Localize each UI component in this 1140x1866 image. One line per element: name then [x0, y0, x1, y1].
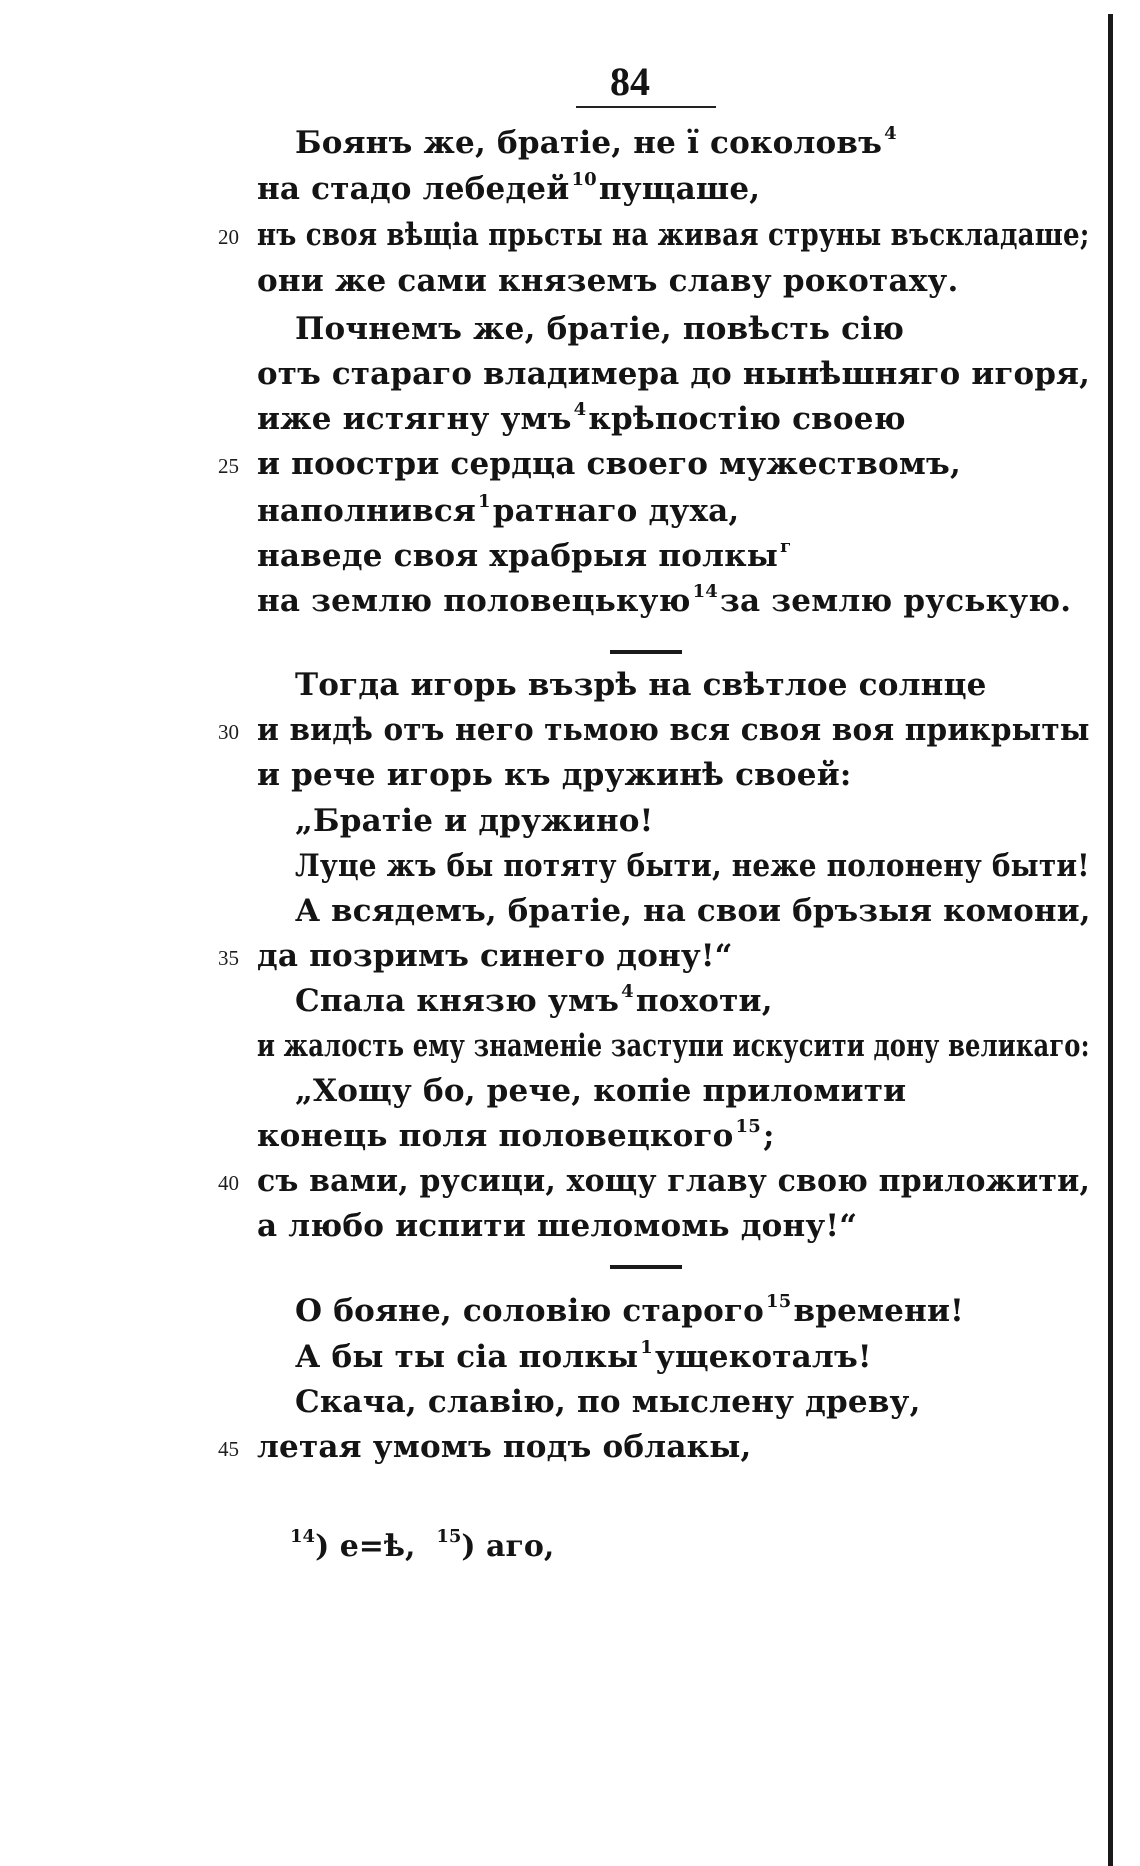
verse-text-before: летая умомъ подъ облакы, — [257, 1429, 752, 1465]
note-ref: 4 — [621, 981, 634, 1002]
verse-line — [295, 309, 904, 349]
line-number: 25 — [218, 454, 239, 478]
verse-text-before: Боянъ же, братіе, не ї соколовъ — [295, 125, 883, 161]
verse-line — [257, 581, 1071, 621]
verse-text-after: времени! — [793, 1293, 964, 1329]
verse-text-before: съ вами, русици, хощу главу свою приложити, — [257, 1163, 1091, 1199]
verse-text-after: ущекоталъ! — [655, 1339, 872, 1375]
verse-text-before: а любо испити шеломомь дону!“ — [257, 1208, 858, 1244]
verse-line — [257, 261, 958, 301]
verse-text-before: конець поля половецкого — [257, 1118, 734, 1154]
note-ref: 15 — [735, 1116, 761, 1137]
note-ref: 4 — [573, 399, 587, 420]
note-ref: 1 — [640, 1337, 654, 1358]
section-separator — [610, 1265, 682, 1269]
verse-text-after: пущаше, — [598, 171, 761, 207]
verse-line — [257, 1206, 857, 1246]
verse-text-before: „Братіе и дружино! — [295, 803, 654, 839]
verse-text-before: на землю половецькую — [257, 583, 691, 619]
verse-line — [295, 891, 1091, 931]
verse-line — [257, 1116, 775, 1156]
verse-text-before: да позримъ синего дону!“ — [257, 938, 733, 974]
verse-text-before: иже истягну умъ — [257, 401, 572, 437]
verse-text-before: на стадо лебедей — [257, 171, 570, 207]
verse-text-before: А всядемъ, братіе, на свои бръзыя комони, — [295, 893, 1091, 929]
verse-line — [295, 846, 1090, 886]
verse-text-after: крѣпостію своею — [588, 401, 906, 437]
verse-line — [295, 665, 987, 705]
verse-text-before: и рече игорь къ дружинѣ своей: — [257, 757, 852, 793]
verse-line — [257, 399, 906, 439]
line-number: 40 — [218, 1171, 239, 1195]
verse-line — [257, 755, 852, 795]
note-ref: 15 — [766, 1291, 792, 1312]
verse-text-before: они же сами княземъ славу рокотаху. — [257, 263, 959, 299]
verse-line — [257, 1427, 751, 1467]
verse-text-before: А бы ты сіа полкы — [295, 1339, 639, 1375]
verse-text-before: „Хощу бо, рече, копіе приломити — [295, 1073, 907, 1109]
note-ref: г — [780, 536, 792, 557]
verse-text-before: Тогда игорь възрѣ на свѣтлое солнце — [295, 667, 987, 703]
note-ref: 1 — [478, 491, 491, 512]
verse-line — [295, 981, 773, 1021]
line-number: 20 — [218, 225, 239, 249]
page-edge — [1108, 14, 1113, 1866]
verse-text-after: за землю руськую. — [720, 583, 1072, 619]
verse-text-before: Спала князю умъ — [295, 983, 620, 1019]
verse-line — [295, 1291, 964, 1331]
verse-line — [257, 491, 739, 531]
verse-line — [257, 169, 760, 209]
verse-line — [257, 215, 1090, 255]
verse-text-before: отъ стараго владимера до нынѣшняго игоря, — [257, 356, 1091, 392]
verse-line — [295, 123, 899, 163]
verse-line — [257, 1026, 1090, 1066]
verse-text-before: Почнемъ же, братіе, повѣсть сію — [295, 311, 905, 347]
verse-text-after: ратнаго духа, — [492, 493, 740, 529]
verse-text-before: О бояне, соловію старого — [295, 1293, 765, 1329]
footnote-text: ) аго, — [461, 1529, 555, 1564]
verse-line — [295, 1337, 872, 1377]
verse-line — [257, 1161, 1090, 1201]
note-ref: 10 — [571, 169, 597, 190]
verse-text-before: Луце жъ бы потяту быти, неже полонену быти! — [295, 848, 1090, 884]
verse-line — [257, 710, 1090, 750]
page-number: 84 — [610, 59, 650, 104]
verse-text-before: и видѣ отъ него тьмою вся своя воя прикрыты — [257, 712, 1090, 748]
note-ref: 14 — [692, 581, 719, 602]
verse-line — [257, 536, 793, 576]
verse-text-before: Скача, славію, по мыслену древу, — [295, 1384, 921, 1420]
line-number: 30 — [218, 720, 239, 744]
section-separator — [610, 650, 682, 654]
line-number: 45 — [218, 1437, 239, 1461]
verse-text-after: похоти, — [635, 983, 773, 1019]
verse-line — [295, 1071, 906, 1111]
verse-text-after: ; — [763, 1118, 775, 1154]
footnote — [290, 1527, 554, 1567]
footnote-mark: 15 — [436, 1526, 462, 1547]
line-number: 35 — [218, 946, 239, 970]
verse-line — [295, 801, 653, 841]
verse-text-before: и жалость ему знаменіе заступи искусити дону великаго: — [257, 1028, 1090, 1064]
note-ref: 4 — [884, 123, 897, 144]
verse-line — [257, 354, 1090, 394]
verse-text-before: и поостри сердца своего мужествомъ, — [257, 446, 961, 482]
verse-text-before: наведе своя храбрыя полкы — [257, 538, 779, 574]
footnote-mark: 14 — [290, 1526, 316, 1547]
verse-line — [257, 936, 733, 976]
verse-line — [257, 444, 961, 484]
footnote-text: ) е=ѣ, — [315, 1529, 416, 1564]
verse-text-before: наполнився — [257, 493, 476, 529]
verse-text-before: нъ своя вѣщіа прьсты на живая струны въскладаше; — [257, 217, 1090, 253]
page-number-rule — [576, 106, 716, 108]
verse-line — [295, 1382, 921, 1422]
